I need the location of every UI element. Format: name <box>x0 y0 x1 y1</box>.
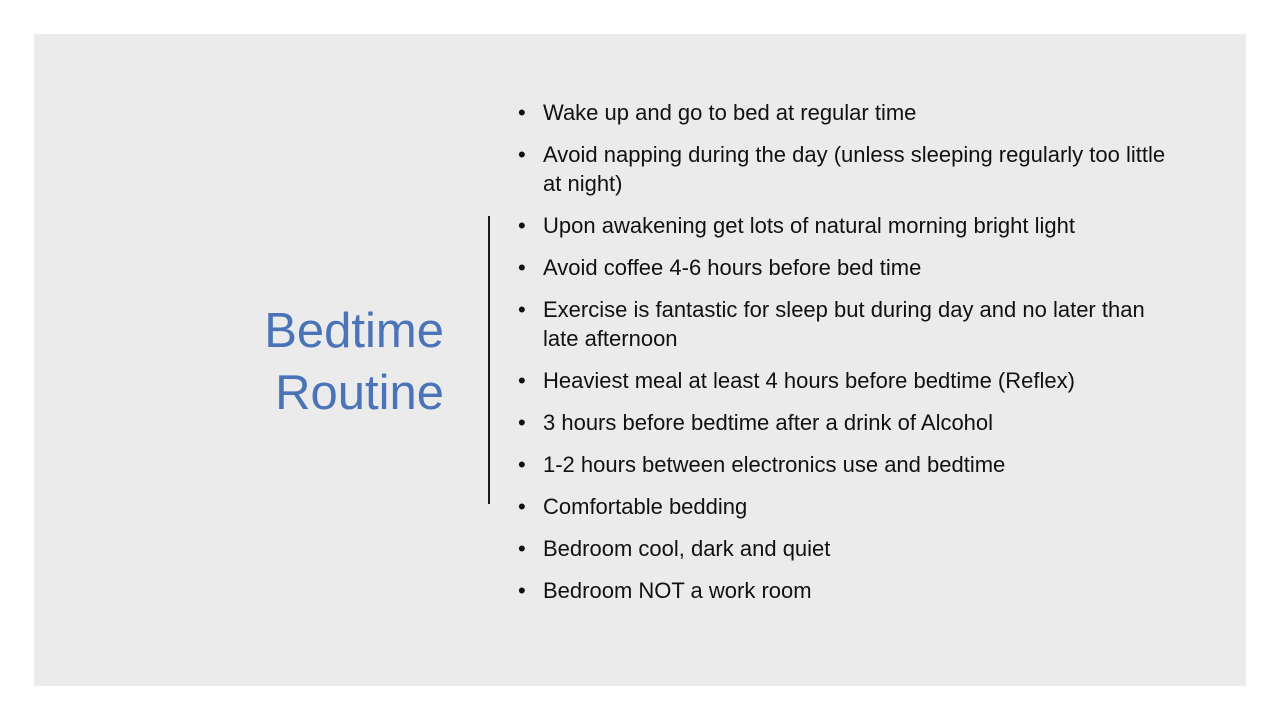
list-item <box>508 576 1168 605</box>
bullet-list <box>508 98 1168 618</box>
bullet-text: Avoid coffee 4-6 hours before bed time <box>543 255 922 280</box>
bullet-text: Comfortable bedding <box>543 494 748 519</box>
list-item <box>508 450 1168 479</box>
bullet-icon: • <box>518 213 526 238</box>
bullet-icon: • <box>518 297 526 322</box>
title-line-1: Bedtime <box>264 304 444 358</box>
bullet-icon: • <box>518 100 526 125</box>
list-item <box>508 140 1168 198</box>
bullet-icon: • <box>518 452 526 477</box>
bullet-text: Avoid napping during the day (unless sleeping regularly too little at night) <box>543 142 1166 196</box>
title-line-2: Routine <box>275 366 444 420</box>
list-item <box>508 211 1168 240</box>
bullet-text: Upon awakening get lots of natural morning bright light <box>543 213 1075 238</box>
bullet-icon: • <box>518 410 526 435</box>
bullet-icon: • <box>518 494 526 519</box>
list-item <box>508 366 1168 395</box>
list-item <box>508 534 1168 563</box>
bullet-icon: • <box>518 255 526 280</box>
bullet-icon: • <box>518 142 526 167</box>
bullet-text: Exercise is fantastic for sleep but during day and no later than late afternoon <box>543 297 1145 351</box>
bullet-text: 3 hours before bedtime after a drink of Alcohol <box>543 410 994 435</box>
bullet-text: Bedroom cool, dark and quiet <box>543 536 831 561</box>
slide <box>34 34 1246 686</box>
list-item <box>508 408 1168 437</box>
bullet-text: 1-2 hours between electronics use and bedtime <box>543 452 1006 477</box>
bullet-icon: • <box>518 368 526 393</box>
bullet-text: Wake up and go to bed at regular time <box>543 100 917 125</box>
bullet-text: Heaviest meal at least 4 hours before bedtime (Reflex) <box>543 368 1075 393</box>
vertical-divider <box>488 216 490 504</box>
list-item <box>508 295 1168 353</box>
bullet-text: Bedroom NOT a work room <box>543 578 812 603</box>
list-item <box>508 492 1168 521</box>
list-item <box>508 253 1168 282</box>
bullet-icon: • <box>518 578 526 603</box>
slide-title <box>84 300 444 424</box>
bullet-icon: • <box>518 536 526 561</box>
list-item <box>508 98 1168 127</box>
